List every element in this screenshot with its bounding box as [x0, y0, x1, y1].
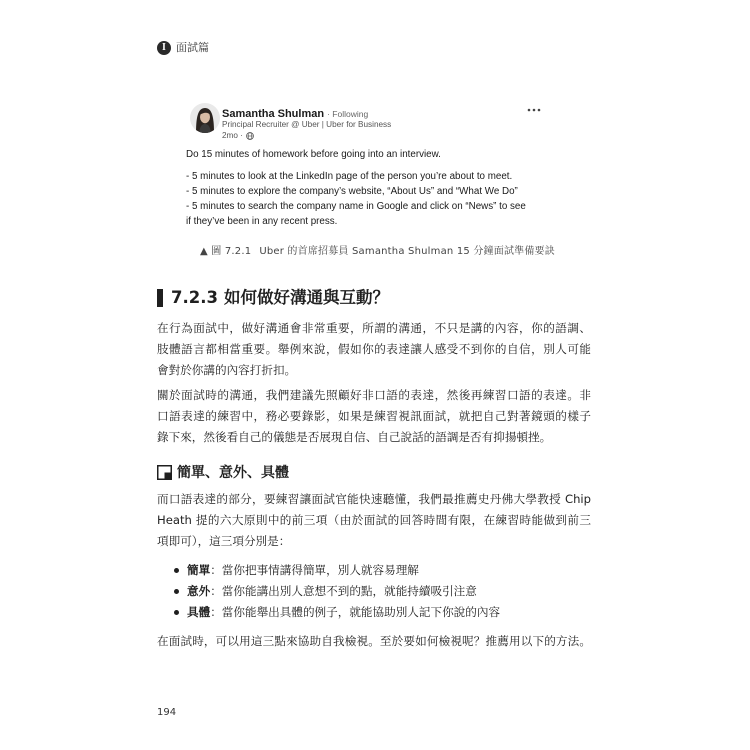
paragraph-line: 項即可），這三項分別是： — [157, 534, 291, 548]
post-body-line: Do 15 minutes of homework before going into an interview. — [186, 149, 441, 160]
caption-text: Uber 的首席招募員 Samantha Shulman 15 分鐘面試準備要訣 — [259, 246, 555, 257]
part-number-badge: I — [157, 41, 171, 55]
paragraph-line: 錄下來，然後看自己的儀態是否展現自信、自己說話的語調是否有抑揚頓挫。 — [157, 429, 552, 444]
paragraph-line: 而口語表達的部分，要練習讓面試官能快速聽懂，我們最推薦史丹佛大學教授 Chip — [157, 492, 591, 506]
bullet-list — [157, 560, 591, 623]
globe-icon — [246, 132, 254, 140]
paragraph-line: 關於面試時的溝通，我們建議先照顧好非口語的表達，然後再練習口語的表達。非 — [157, 387, 591, 402]
page-number: 194 — [157, 707, 177, 718]
bullet-dot — [174, 610, 179, 615]
post-meta — [222, 130, 254, 141]
section-heading-bar — [157, 289, 163, 307]
paragraph-line: 會對於你講的內容打折扣。 — [157, 362, 297, 377]
bullet-text: ：當你能講出別人意想不到的點，就能持續吸引注意 — [210, 583, 477, 598]
paragraph-line: Heath 提的六大原則中的前三項（由於面試的回答時間有限，在練習時能做到前三 — [157, 513, 591, 527]
bullet-term: 具體 — [187, 604, 211, 619]
follow-status: · Following — [327, 109, 369, 119]
paragraph-line: 口語表達的練習中，務必要錄影，如果是練習視訊面試，就把自己對著鏡頭的樣子 — [157, 408, 591, 423]
avatar — [190, 103, 220, 133]
bullet-dot — [174, 589, 179, 594]
linkedin-post-screenshot — [180, 96, 550, 236]
subsection-title: 簡單、意外、具體 — [177, 465, 289, 481]
part-title: 面試篇 — [176, 41, 209, 54]
figure-caption — [200, 245, 555, 259]
post-body-line: - 5 minutes to search the company name in Google and click on “News” to see — [186, 201, 526, 212]
post-body — [186, 147, 526, 229]
bullet-item — [157, 602, 591, 623]
paragraph — [157, 385, 591, 448]
more-horizontal-icon — [526, 106, 542, 114]
bullet-item — [157, 581, 591, 602]
square-corner-icon — [157, 465, 172, 480]
paragraph-line: 在面試時，可以用這三點來協助自我檢視。至於要如何檢視呢？推薦用以下的方法。 — [157, 633, 591, 648]
paragraph-line: 在行為面試中，做好溝通會非常重要，所謂的溝通，不只是講的內容，你的語調、 — [157, 320, 591, 335]
post-age: 2mo · — [222, 131, 243, 140]
post-author-name: Samantha Shulman — [222, 108, 325, 120]
paragraph — [157, 631, 591, 652]
section-number: 7.2.3 — [171, 288, 218, 307]
bullet-term: 簡單 — [187, 562, 211, 577]
bullet-item — [157, 560, 591, 581]
post-body-line: if they’ve been in any recent press. — [186, 216, 338, 227]
bullet-dot — [174, 568, 179, 573]
bullet-text: ：當你能舉出具體的例子，就能協助別人記下你說的內容 — [210, 604, 501, 619]
caption-marker: ▲ — [200, 246, 208, 257]
section-heading — [171, 288, 389, 308]
bullet-term: 意外 — [187, 583, 211, 598]
paragraph — [157, 489, 591, 552]
caption-label: 圖 7.2.1 — [211, 246, 252, 257]
post-body-line: - 5 minutes to explore the company’s website, “About Us” and “What We Do” — [186, 186, 518, 197]
bullet-text: ：當你把事情講得簡單，別人就容易理解 — [210, 562, 419, 577]
post-author-headline: Principal Recruiter @ Uber | Uber for Business — [222, 120, 392, 129]
paragraph — [157, 318, 591, 381]
paragraph-line: 肢體語言都相當重要。舉例來說，假如你的表達讓人感受不到你的自信，別人可能 — [157, 341, 591, 356]
post-body-line: - 5 minutes to look at the LinkedIn page of the person you’re about to meet. — [186, 171, 513, 182]
section-title: 如何做好溝通與互動？ — [223, 288, 389, 307]
